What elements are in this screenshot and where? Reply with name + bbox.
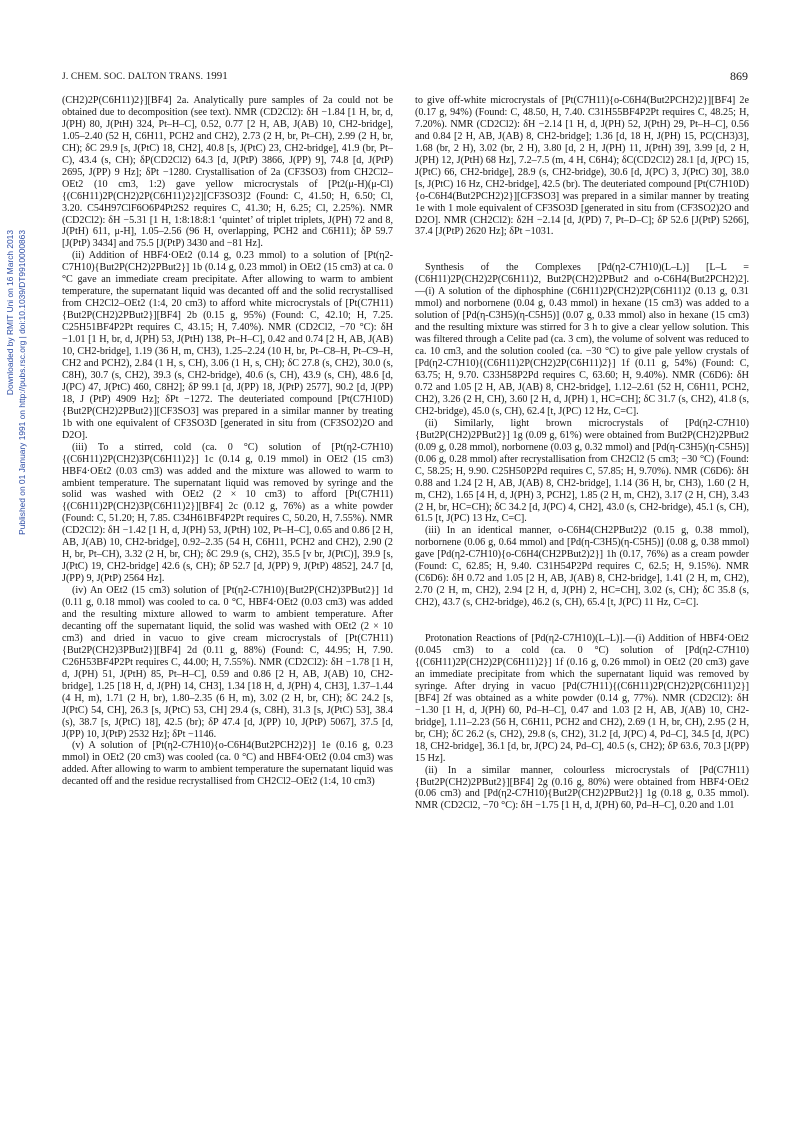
journal-title xyxy=(62,70,228,82)
running-header xyxy=(62,70,748,86)
right-column xyxy=(415,95,749,812)
section-synthesis-pd-complexes: Synthesis of the Complexes [Pd(η2-C7H10)(L–L)] [L–L = (C6H11)2P(CH2)2P(C6H11)2, But2P(CH2)2PBut2 and o-C6H4(But2PCH2)2].—(i) A solution of the diphosphine (C6H11)2P(CH2)2P(C6H11)2 (0.13 g, 0.31 mmol) and norbornene (0.04 g, 0.43 mmol) in hexane (15 cm3) was added to a solution of [Pd(η-C3H5)(η-C5H5)] (0.07 g, 0.33 mmol) also in hexane (15 cm3) and the resulting mixture was stirred for 3 h to give a clear yellow solution. This was filtered through a Celite pad (ca. 3 cm), the volume of solvent was reduced to ca. 10 cm3, and the solution cooled (ca. −30 °C) to give pale yellow crystals of [Pd(η2-C7H10){(C6H11)2P(CH2)2P(C6H11)2}] 1f (0.11 g, 54%) (Found: C, 63.75; H, 9.70. C33H58P2Pd requires C, 63.60; H, 9.40%). NMR (C6D6): δH 0.72 and 1.05 [2 H, AB, J(AB) 8, CH2-bridge], 1.12–2.61 (52 H, C6H11, PCH2, CH2), 3.26 (2 H, CH), 3.60 [2 H, d, J(PH) 1, HC=CH]; δC 31.7 (s, CH2), 41.8 (s, CH2-bridge), 45.0 (s, CH), 62.4 [t, J(PC) 12 Hz, C=C]. xyxy=(415,262,749,417)
paragraph-1g: (ii) Similarly, light brown microcrystals of [Pd(η2-C7H10){But2P(CH2)2PBut2}] 1g (0.09 g, 61%) were obtained from But2P(CH2)2PBut2 (0.09 g, 0.28 mmol), norbornene (0.03 g, 0.32 mmol) and [Pd(η-C3H5)(η-C5H5)] (0.06 g, 0.28 mmol) after recrystallisation from CH2Cl2 (5 cm3; −30 °C) (Found: C, 58.25; H, 9.90. C25H50P2Pd requires C, 57.85; H, 9.70%). NMR (C6D6): δH 0.88 and 1.24 [2 H, AB, J(AB) 8, CH2-bridge], 1.14 (36 H, br, CH3), 1.60 (2 H, m, CH2), 1.65 [4 H, d, J(PH) 3, PCH2], 1.85 (2 H, m, CH2), 3.17 (2 H, CH), 3.43 (2 H, br, HC=CH); δC 34.2 [d, J(PC) 4, CH2], 43.0 (s, CH2-bridge), 45.1 (s, CH), 61.5 [t, J(PC) 13 Hz, C=C]. xyxy=(415,417,749,525)
paragraph-2b: (ii) Addition of HBF4·OEt2 (0.14 g, 0.23 mmol) to a solution of [Pt(η2-C7H10){But2P(CH2)2PBut2}] 1b (0.14 g, 0.23 mmol) in OEt2 (15 cm3) at ca. 0 °C gave an immediate cream precipitate. After allowing to warm to ambient temperature, the supernatant liquid was decanted off and the solid recrystallised from CH2Cl2–OEt2 (1:4, 20 cm3) to afford white microcrystals of [Pt(C7H11){But2P(CH2)2PBut2}][BF4] 2b (0.15 g, 95%) (Found: C, 42.10; H, 7.25. C25H51BF4P2Pt requires C, 43.15; H, 7.40%). NMR (CD2Cl2, −70 °C): δH −1.01 [1 H, br, d, J(PH) 53, J(PtH) 138, Pt–H–C], 0.42 and 0.74 [2 H, AB, J(AB) 10, CH2-bridge], 1.19 (36 H, m, CH3), 1.25–2.24 (10 H, br, Pt–C8–H, Pt–C9–H, CH2 and PCH2), 2.84 (1 H, s, CH), 3.06 (1 H, s, CH); δC 27.8 (s, CH2), 30.0 (s, C8H), 30.7 (s, CH2), 39.3 (s, CH2-bridge), 40.6 (s, CH), 43.9 (s, CH), 48.6 [d, J(PC) 47, J(PtC) 460, C8H2]; δP 99.1 [d, J(PP) 18, J(PtP) 2577], 90.2 [d, J(PP) 18, J (PtP) 4909 Hz]; δPt −1272. The deuteriated compound [Pt(C7H10D){But2P(CH2)2PBut2}][CF3SO3] was prepared in a similar manner by treating 1b with one equivalent of CF3SO3D [generated in situ from (CF3SO2)2O and D2O]. xyxy=(62,250,393,441)
page-number: 869 xyxy=(730,69,748,83)
paragraph-2g: (ii) In a similar manner, colourless microcrystals of [Pd(C7H11){But2P(CH2)2PBut2}][BF4] 2g (0.16 g, 80%) were obtained from HBF4·OEt2 (0.06 cm3) and [Pd(η2-C7H10){But2P(CH2)2PBut2}] 1g (0.18 g, 0.35 mmol). NMR (CD2Cl2, −70 °C): δH −1.75 [1 H, d, J(PH) 60, Pd–H–C], 0.20 and 1.01 xyxy=(415,764,749,812)
paragraph-1h: (iii) In an identical manner, o-C6H4(CH2PBut2)2 (0.15 g, 0.38 mmol), norbornene (0.06 g, 0.64 mmol) and [Pd(η-C3H5)(η-C5H5)] (0.08 g, 0.38 mmol) gave [Pd(η2-C7H10){o-C6H4(CH2PBut2)2}] 1h (0.17, 76%) as a cream powder (Found: C, 62.85; H, 9.40. C31H54P2Pd requires C, 62.5; H, 9.15%). NMR (C6D6): δH 0.72 and 1.05 [2 H, AB, J(AB) 8, CH2-bridge], 1.41 (2 H, m, CH2), 2.70 (2 H, m, CH2), 2.94 [2 H, d, J(PH) 2, HC=CH], 3.02 (s, CH); δC 35.8 (s, CH2), 43.7 (s, CH2-bridge), 46.2 (s, CH), 65.4 [t, J(PC) 11 Hz, C=C]. xyxy=(415,525,749,609)
paragraph-2e-start: (v) A solution of [Pt(η2-C7H10){o-C6H4(But2PCH2)2}] 1e (0.16 g, 0.23 mmol) in OEt2 (20 cm3) was cooled (ca. 0 °C) and HBF4·OEt2 (0.04 cm3) was added. After allowing to warm to ambient temperature the supernatant liquid was decanted off and the residue recrystallised from CH2Cl2–OEt2 (1:4, 10 cm3) xyxy=(62,740,393,788)
paragraph-2a-continued: (CH2)2P(C6H11)2}][BF4] 2a. Analytically pure samples of 2a could not be obtained due to decomposition (see text). NMR (CD2Cl2): δH −1.84 [1 H, br, d, J(PH) 80, J(PtH) 324, Pt–H–C], 0.52, 0.77 [2 H, AB, J(AB) 10, CH2-bridge], 1.05–2.40 (52 H, C6H11, PCH2 and CH2), 2.73 (2 H, br, Pt–CH), 2.99 (2 H, br, CH); δC 29.9 [s, J(PtC) 18, CH2], 40.8 [s, J(PtC) 23, CH2-bridge], 41.9 (br, Pt–C), 43.4 (s, CH); δP(CD2Cl2) 64.3 [d, J(PtP) 3866, J(PP) 9], 74.8 [d, J(PtP) 2695, J(PP) 9 Hz]; δPt −1280. Crystallisation of 2a (CF3SO3) from CH2Cl2–OEt2 (10 cm3, 1:2) gave yellow microcrystals of [Pt2(μ-H)(μ-Cl){(C6H11)2P(CH2)2P(C6H11)2}2][CF3SO3]2 (Found: C, 41.50; H, 6.50; Cl, 3.20. C54H97ClF6O6P4Pt2S2 requires C, 41.30; H, 6.25; Cl, 2.25%). NMR (CD2Cl2): δH −5.31 [1 H, 1:8:18:8:1 ‘quintet’ of triplet triplets, J(PH) 72 and 8, J(PtH) 611, μ-H], 1.05–2.56 (96 H, overlapping, PCH2 and C6H11); δP 59.7 [J(PtP) 3434] and 75.5 [J(PtP) 3430 and −81 Hz]. xyxy=(62,95,393,250)
journal-name: J. CHEM. SOC. DALTON TRANS. xyxy=(62,72,204,82)
left-column xyxy=(62,95,393,788)
journal-year: 1991 xyxy=(205,70,228,82)
paragraph-2e-continued: to give off-white microcrystals of [Pt(C7H11){o-C6H4(But2PCH2)2}][BF4] 2e (0.17 g, 94%) (Found: C, 48.50, H, 7.40. C31H55BF4P2Pt requires C, 48.25; H, 7.20%). NMR (CD2Cl2): δH −2.14 [1 H, d, J(PH) 52, J(PtH) 29, Pt–H–C], 0.56 and 0.84 [2 H, AB, J(AB) 8, CH2-bridge]; 1.36 [d, 18 H, J(PH) 15, PC(CH3)3], 1.68 (br, 2 H), 3.02 (br, 2 H), 3.80 [d, 2 H, J(PH) 11, J(PtH) 39], 3.99 [d, 2 H, J(PH) 12, J(PtH) 68 Hz], 7.2–7.5 (m, 4 H, C6H4); δC(CD2Cl2) 28.1 [d, J(PC) 15, J(PtC) 66, CH2-bridge], 28.9 (s, CH2-bridge), 30.6 [d, J(PC) 3, J(PtC) 30], 38.0 [s, J(PtC) 16 Hz, CH2-bridge], 42.5 (br). The deuteriated compound [Pt(C7H10D){o-C6H4(But2PCH2)2}][CF3SO3] was prepared in a similar manner by treating 1e with 1 mole equivalent of CF3SO3D [generated in situ from (CF3SO2)2O and D2O]. NMR (CH2Cl2): δ2H −2.14 [d, J(PD) 7, Pt–D–C]; δP 52.6 [J(PtP) 5266], 37.4 [J(PtP) 2620 Hz]; δPt −1031. xyxy=(415,95,749,238)
publication-link[interactable]: Published on 01 January 1991 on http://pubs.rsc.org | doi:10.1039/DT9910000863 xyxy=(17,230,27,535)
paragraph-2d: (iv) An OEt2 (15 cm3) solution of [Pt(η2-C7H10){But2P(CH2)3PBut2}] 1d (0.11 g, 0.18 mmol) was cooled to ca. 0 °C, HBF4·OEt2 (0.03 cm3) was added and the resulting mixture allowed to warm to ambient temperature. After decanting off the supernatant liquid, the solid was washed with OEt2 (2 × 10 cm3) and dried in vacuo to give cream microcrystals of [Pt(C7H11){But2P(CH2)3PBut2}][BF4] 2d (0.11 g, 88%) (Found: C, 44.95; H, 7.90. C26H53BF4P2Pt requires C, 44.00; H, 7.55%). NMR (CD2Cl2): δH −1.78 [1 H, d, J(PH) 51, J(PtH) 85, Pt–H–C], 0.59 and 0.86 [2 H, AB, J(AB) 10, CH2-bridge], 1.25 [18 H, d, J(PH) 14, CH3], 1.34 [18 H, d, J(PH) 4, CH3], 1.37–1.44 (4 H, m), 1.71 (2 H, br), 1.80–2.35 (6 H, m), 3.02 (2 H, br, CH); δC 24.2 [s, J(PtC) 54, CH], 26.3 [s, J(PtC) 53, CH] 29.4 (s, C8H), 31.3 [s, J(PtC) 53], 38.4 (s), 38.7 [s, J(PtC) 18], 42.5 (br); δP 47.4 [d, J(PP) 10, J(PtP) 5067], 37.5 [d, J(PP) 10, J(PtP) 2532 Hz]; δPt −1146. xyxy=(62,585,393,740)
download-notice: Downloaded by RMIT Uni on 16 March 2013 xyxy=(5,230,15,396)
provenance-sidebar xyxy=(4,230,27,650)
section-protonation-reactions: Protonation Reactions of [Pd(η2-C7H10)(L–L)].—(i) Addition of HBF4·OEt2 (0.045 cm3) to a cold (ca. 0 °C) solution of [Pd(η2-C7H10){(C6H11)2P(CH2)2P(C6H11)2}] 1f (0.16 g, 0.26 mmol) in OEt2 (20 cm3) gave an immediate precipitate from which the supernatant liquid was removed by syringe. After drying in vacuo [Pd(C7H11){(C6H11)2P(CH2)2P(C6H11)2}][BF4] 2f was obtained as a white powder (0.14 g, 77%). NMR (CD2Cl2): δH −1.30 [1 H, d, J(PH) 60, Pd–H–C], 0.47 and 1.03 [2 H, AB, J(AB) 10, CH2-bridge], 1.11–2.23 (56 H, C6H11, PCH2 and CH2), 2.69 (1 H, br, CH), 2.95 (2 H, br, CH); δC 26.2 (s, CH2), 29.8 (s, CH2), 31.2 [d, J(PC) 4, Pd–C], 34.5 [d, J(PC) 18, CH2-bridge], 36.1 [d, br, J(PC) 24, Pd–C], 40.5 (s, CH2); δP 63.6, 70.3 [J(PP) 15 Hz]. xyxy=(415,633,749,764)
paragraph-2c: (iii) To a stirred, cold (ca. 0 °C) solution of [Pt(η2-C7H10){(C6H11)2P(CH2)3P(C6H11)2}] 1c (0.14 g, 0.19 mmol) in OEt2 (15 cm3) HBF4·OEt2 (0.03 cm3) was added and the mixture was allowed to warm to ambient temperature. The supernatant liquid was removed by syringe and the solid was washed with OEt2 (2 × 10 cm3) to afford [Pt(C7H11){(C6H11)2P(CH2)3P(C6H11)2}][BF4] 2c (0.12 g, 76%) as a white powder (Found: C, 51.20; H, 7.85. C34H61BF4P2Pt requires C, 50.20, H, 7.55%). NMR (CD2Cl2): δH −1.42 [1 H, d, J(PH) 53, J(PtH) 102, Pt–H–C], 0.65 and 0.86 [2 H, AB, J(AB) 10, CH2-bridge], 0.92–2.35 (54 H, C6H11, PCH2 and CH2), 2.90 (2 H, br, Pt–CH), 3.32 (2 H, br, CH); δC 29.9 (s, CH2), 35.5 [v br, J(PtC)], 39.9 [s, J(PtC) 19, CH2-bridge] 42.6 (s, CH); δP 52.7 [d, J(PP) 9, J(PtP) 4852], 24.7 [d, J(PP) 9, J(PtP) 2564 Hz]. xyxy=(62,441,393,585)
